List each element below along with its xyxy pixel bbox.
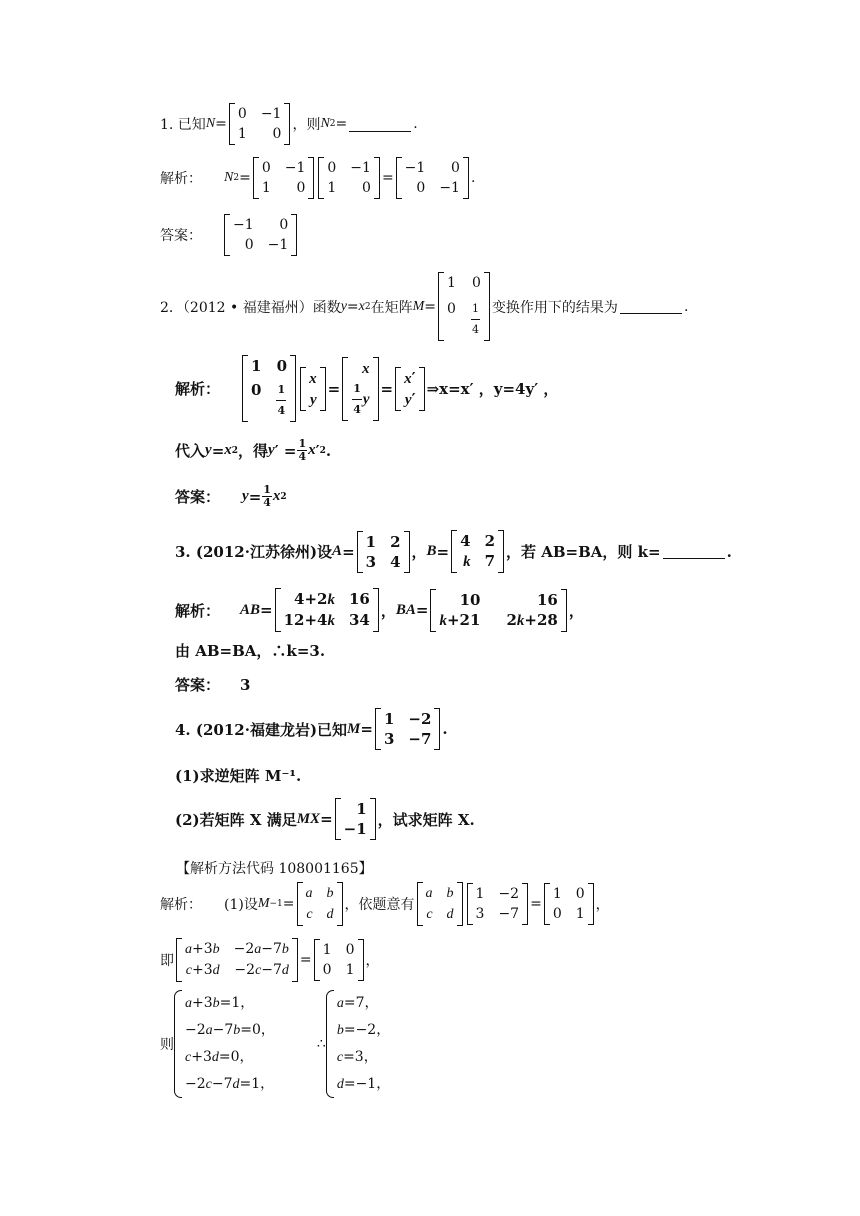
q4-code-note: 【解析方法代码 108001165】 — [176, 861, 373, 877]
q4-prompt: 4. (2012·福建龙岩)已知 M = 1 −2 3 −7 . — [175, 710, 448, 748]
q2-solution: 解析： 1 0 0 $\frac{1}{4}$ x y = x $\frac{1}{4}$ y = x′ y′ ⇒x=x′ ，y=4y′ ， — [175, 355, 558, 422]
answer-blank[interactable] — [663, 544, 725, 559]
solution-system: a=7， b=−2， c=3， d=−1， — [326, 990, 390, 1098]
q4-solution-step1: 解析： (1)设 M −1 = a b c d ，依题意有 a b c d 1 −2 3 −7 = 1 0 0 1 ， — [160, 882, 610, 926]
q4-part2: (2)若矩阵 X 满足 MX = 1 −1 ，试求矩阵 X. — [175, 800, 475, 838]
q3-prompt: 3. (2012·江苏徐州)设 A = 1 2 3 4 ， B = 4 2 k 7 ，若 AB=BA，则 k= . — [175, 530, 732, 573]
answer-blank[interactable] — [620, 299, 682, 314]
q3-conclusion: 由 AB=BA，∴k=3. — [175, 642, 326, 660]
q4-solution-step2: 即 a+3b −2a−7b c+3d −2c−7d = 1 0 0 1 ， — [160, 938, 380, 982]
q3-answer: 答案： 3 — [175, 675, 251, 694]
matrix-n: 0 −1 1 0 — [229, 103, 291, 145]
q4-part1: (1)求逆矩阵 M⁻¹. — [175, 767, 302, 785]
q3-solution: 解析： AB = 4+2k 16 12+4k 34 ， BA = 10 16 k+21 2k+28 ， — [175, 588, 584, 632]
answer-blank[interactable] — [349, 117, 411, 132]
q2-prompt: 2．（2012 • 福建福州）函数 y = x 2 在矩阵 M = 1 0 0 $\frac{1}{4}$ 变换作用下的结果为 . — [160, 272, 688, 341]
q1-prompt: 1. 已知 N = 0 −1 1 0 ，则 N 2 = . — [160, 103, 418, 145]
q2-answer: 答案： y = $\frac{1}{4}$ x 2 — [175, 483, 287, 509]
q4-solution-system: 则 a+3b=1， −2a−7b=0， c+3d=0， −2c−7d=1， ∴ a=7， b=−2， c=3， d=−1， — [160, 990, 390, 1098]
q2-substitute: 代入 y = x 2 ，得 y ′ = $\frac{1}{4}$ x ′ 2 . — [175, 437, 332, 463]
equation-system: a+3b=1， −2a−7b=0， c+3d=0， −2c−7d=1， — [174, 990, 275, 1098]
q1-solution: 解析： N 2 = 0 −1 1 0 0 −1 1 0 = −1 0 0 −1 . — [160, 157, 475, 199]
q1-answer: 答案： −1 0 0 −1 — [160, 214, 299, 256]
